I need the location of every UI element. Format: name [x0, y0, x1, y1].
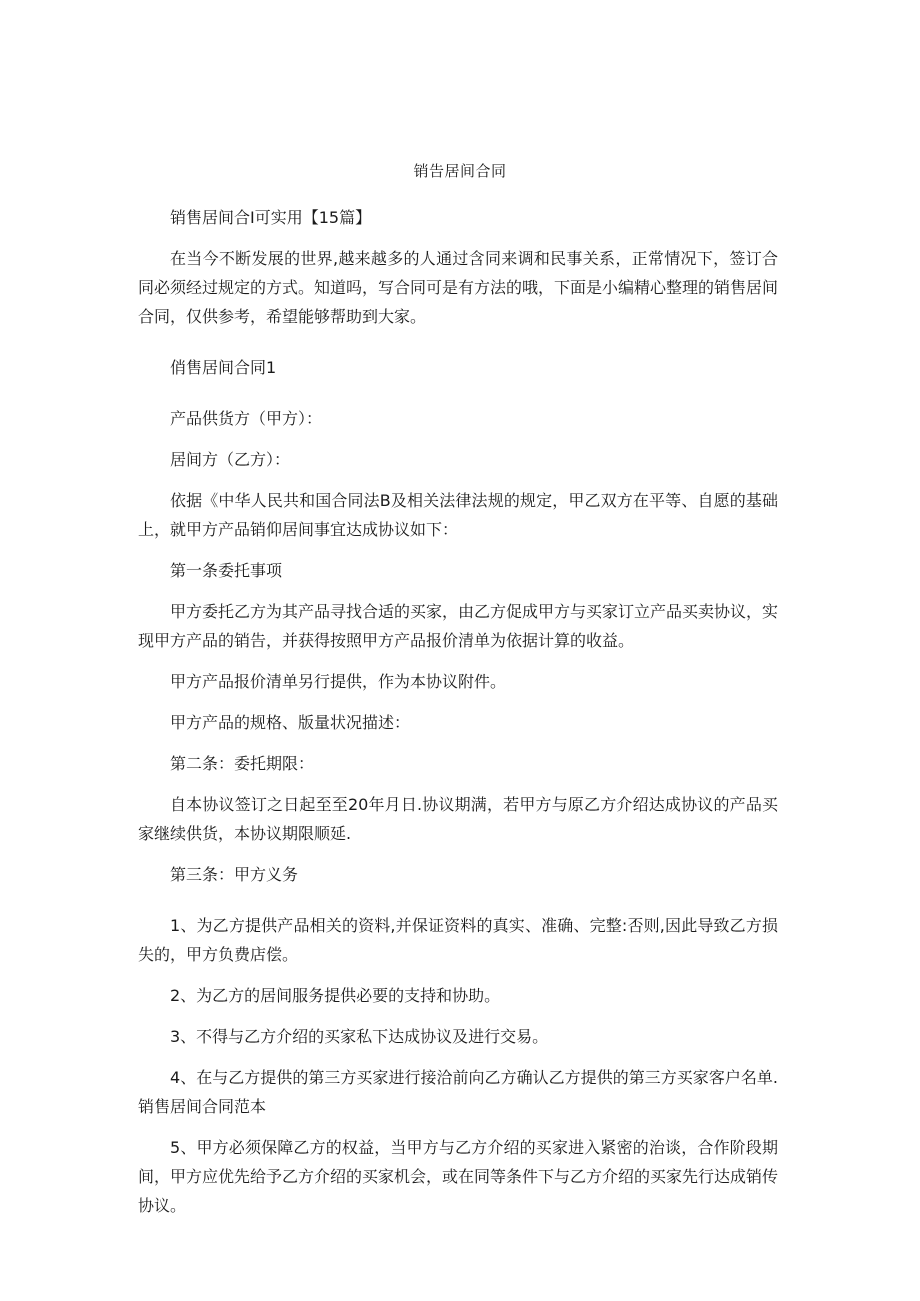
section-heading: 俏售居间合同1: [170, 358, 277, 377]
preamble-paragraph: 依据《中华人民共和国合同法B及相关法律法规的规定，甲乙双方在平等、自愿的基础上，就甲方产品销仰居间事宜达成协议如下：: [138, 491, 778, 539]
document-body: [138, 203, 778, 1220]
intro-paragraph: 在当今不断发展的世界,越来越多的人通过含同来调和民事关系，正常情况下，签订合同必须经过规定的方式。知道吗，写合同可是有方法的哦，下面是小编精心整理的销售居间合同，仅供参考，希望能够帮助到大家。: [138, 249, 779, 326]
subtitle-paragraph: 销售居间合I可实用【15篇】: [170, 208, 372, 227]
article-1-heading: 第一条委托事项: [170, 561, 283, 580]
article-3-heading: 第三条：甲方义务: [170, 865, 299, 884]
spec-paragraph: 甲方产品的规格、版量状况描述：: [170, 713, 411, 732]
party-b-line: 居间方（乙方）：: [170, 450, 291, 469]
document-title: 销告居间合同: [413, 162, 507, 180]
article-2-paragraph: 自本协议签订之日起至至20年月日.协议期满，若甲方与原乙方介绍达成协议的产品买家继续供货，本协议期限顺延.: [138, 795, 778, 843]
party-a-line: 产品供货方（甲方）：: [170, 409, 323, 428]
obligation-1: 1、为乙方提供产品相关的资料,并保证资料的真实、准确、完整:否则,因此导致乙方损失的，甲方负费店偿。: [138, 916, 778, 964]
obligation-4: 4、在与乙方提供的第三方买家进行接洽前向乙方确认乙方提供的第三方买家客户名单.销售居间合同范本: [138, 1068, 778, 1116]
obligation-2: 2、为乙方的居间服务提供必要的支持和协助。: [170, 986, 501, 1005]
price-list-paragraph: 甲方产品报价清单另行提供，作为本协议附件。: [170, 672, 507, 691]
article-1-paragraph: 甲方委托乙方为其产品寻找合适的买家，由乙方促成甲方与买家订立产品买卖协议，实现甲方产品的销告，并获得按照甲方产品报价清单为依据计算的收益。: [138, 602, 779, 650]
obligation-5: 5、甲方必须保障乙方的权益，当甲方与乙方介绍的买家进入紧密的治谈，合作阶段期间，甲方应优先给予乙方介绍的买家机会，或在同等条件下与乙方介绍的买家先行达成销传协议。: [138, 1138, 779, 1215]
article-2-heading: 第二条：委托期限：: [170, 754, 315, 773]
obligation-3: 3、不得与乙方介绍的买家私下达成协议及进行交易。: [170, 1027, 549, 1046]
